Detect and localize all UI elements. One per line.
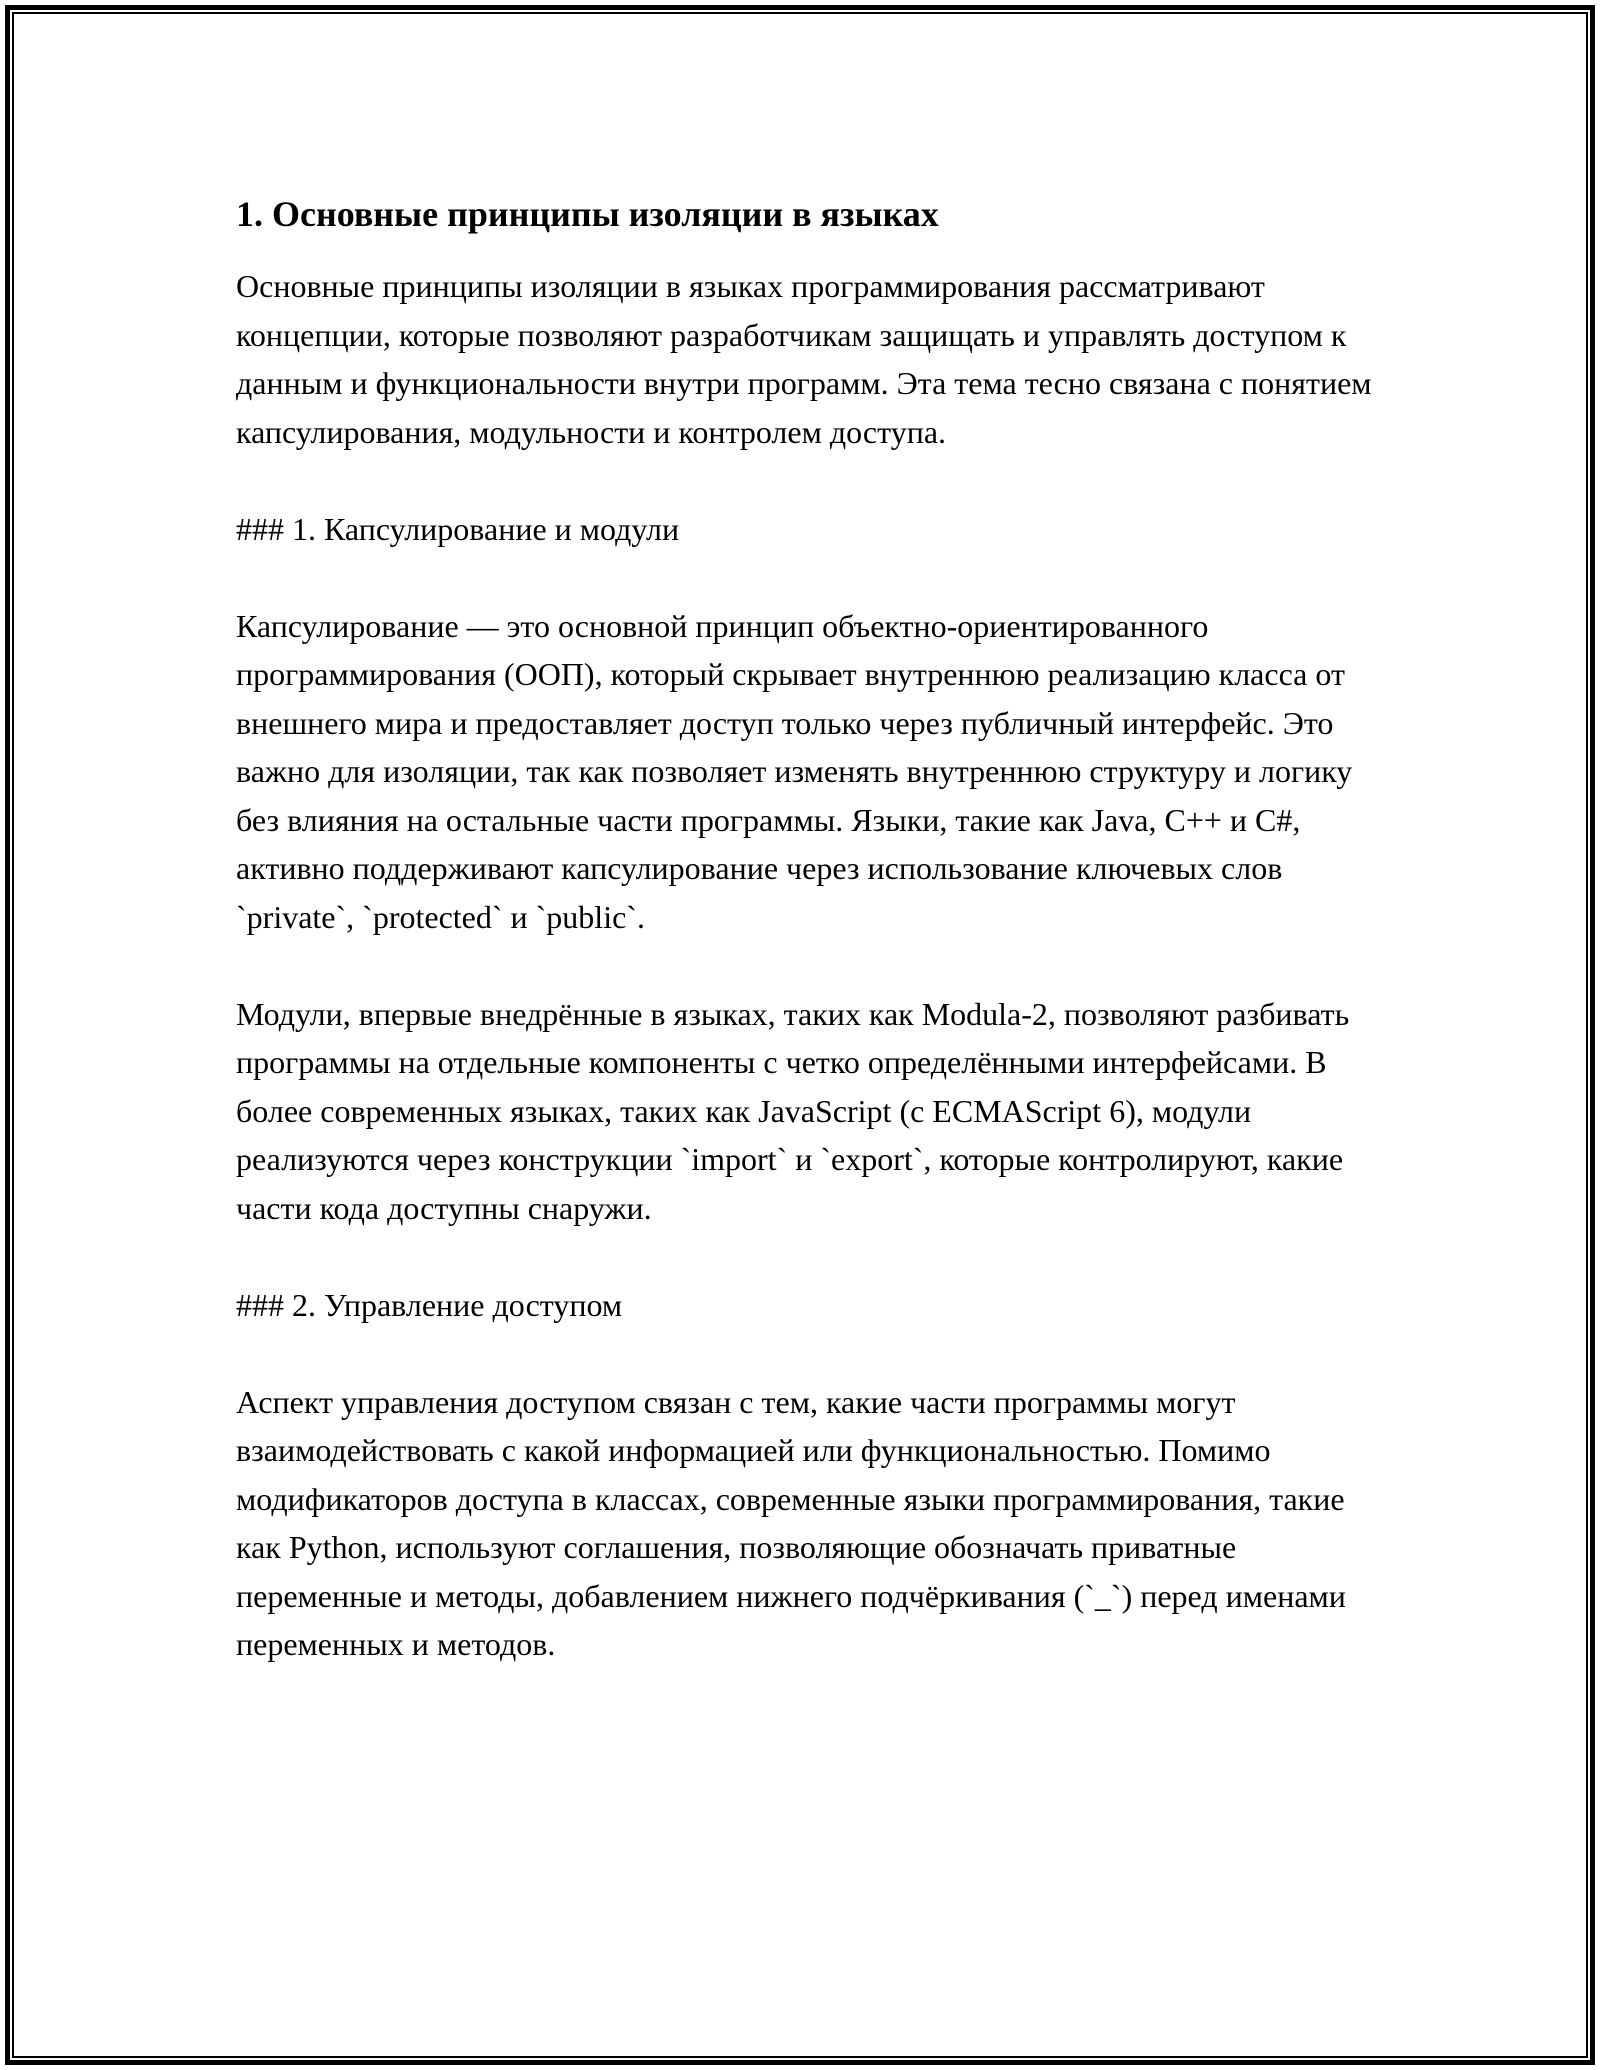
section-heading-access-control: ### 2. Управление доступом — [236, 1286, 623, 1323]
encapsulation-paragraph: Капсулирование — это основной принцип объектно-ориентированного программирования (ООП), который скрывает внутреннюю реализацию класса от внешнего мира и предоставляет доступ только через публичный интерфейс. Это важно для изоляции, так как позволяет изменять внутреннюю структуру и логику без влияния на остальные части программы. Языки, такие как Java, C++ и C#, активно поддерживают капсулирование через использование ключевых слов `private`, `protected` и `public`. — [236, 607, 1361, 935]
access-control-paragraph: Аспект управления доступом связан с тем, какие части программы могут взаимодействовать с какой информацией или функциональностью. Помимо модификаторов доступа в классах, современные языки программирования, такие как Python, используют соглашения, позволяющие обозначать приватные переменные и методы, добавлением нижнего подчёркивания (`_`) перед именами переменных и методов. — [236, 1383, 1354, 1662]
document-title: 1. Основные принципы изоляции в языках — [236, 194, 939, 234]
paragraph-gap — [236, 1329, 1376, 1378]
paragraph-gap — [236, 941, 1376, 990]
document-body — [236, 190, 1380, 1669]
section-heading-encapsulation: ### 1. Капсулирование и модули — [236, 510, 680, 547]
intro-paragraph: Основные принципы изоляции в языках программирования рассматривают концепции, которые позволяют разработчикам защищать и управлять доступом к данным и функциональности внутри программ. Эта тема тесно связана с понятием капсулирования, модульности и контролем доступа. — [236, 268, 1380, 450]
modules-paragraph: Модули, впервые внедрённые в языках, таких как Modula-2, позволяют разбивать программы на отдельные компоненты с четко определёнными интерфейсами. В более современных языках, таких как JavaScript (с ECMAScript 6), модули реализуются через конструкции `import` и `export`, которые контролируют, какие части кода доступны снаружи. — [236, 995, 1358, 1226]
paragraph-gap — [236, 553, 1376, 602]
paragraph-gap — [236, 1232, 1376, 1281]
paragraph-gap — [236, 456, 1376, 505]
